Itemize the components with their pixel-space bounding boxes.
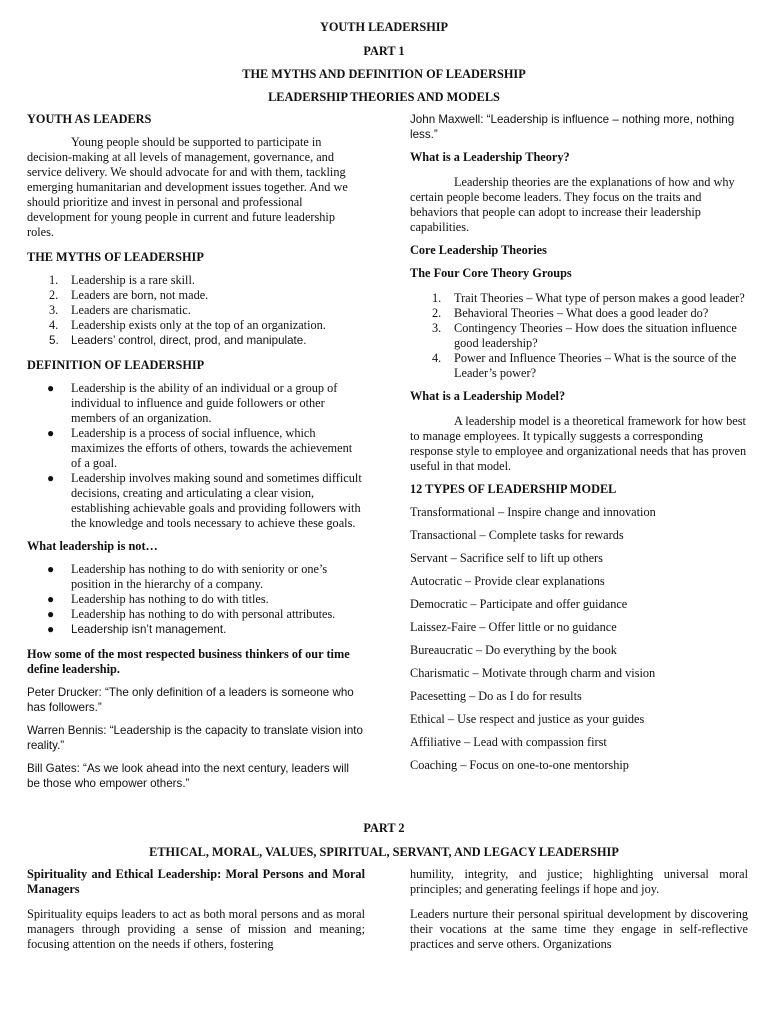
model-item: Autocratic – Provide clear explanations <box>410 574 605 588</box>
model-item: Servant – Sacrifice self to lift up others <box>410 551 603 565</box>
myths-heading: THE MYTHS OF LEADERSHIP <box>27 250 204 264</box>
myth-item: 5. Leaders’ control, direct, prod, and manipulate. <box>49 334 307 347</box>
theory-item: 2. Behavioral Theories – What does a good leader do? <box>432 306 709 320</box>
model-item: Ethical – Use respect and justice as your guides <box>410 712 645 726</box>
model-item: Laissez-Faire – Offer little or no guidance <box>410 620 617 634</box>
left-column <box>27 112 365 791</box>
model-item: Charismatic – Motivate through charm and vision <box>410 666 656 680</box>
model-item: Transactional – Complete tasks for rewards <box>410 528 624 542</box>
model-item: Affiliative – Lead with compassion first <box>410 735 607 749</box>
definition-item: ● Leadership involves making sound and sometimes difficult decisions, creating and articulating a clear vision, establishing achievable goals and providing followers with the knowledge and tools necessary to achieve these goals. <box>47 471 362 530</box>
part-2-title: ETHICAL, MORAL, VALUES, SPIRITUAL, SERVANT, AND LEGACY LEADERSHIP <box>149 845 619 859</box>
model-item: Democratic – Participate and offer guidance <box>410 597 628 611</box>
theories-list <box>410 291 748 381</box>
youth-paragraph: Young people should be supported to participate in decision-making at all levels of management, governance, and service delivery. We should advocate for and with them, tackling emerging humanitarian and development issues together. And we should prioritize and invest in personal and professional development for young people in current and future leadership roles. <box>27 135 348 239</box>
quote-drucker: Peter Drucker: “The only definition of a leaders is someone who has followers.” <box>27 686 354 714</box>
types-heading: 12 TYPES OF LEADERSHIP MODEL <box>410 482 617 496</box>
not-item: ● Leadership has nothing to do with titles. <box>47 592 269 606</box>
myth-item: 2. Leaders are born, not made. <box>49 288 209 302</box>
spirituality-continued: humility, integrity, and justice; highlighting universal moral principles; and generating feelings if hope and joy. <box>410 867 748 896</box>
thinkers-heading: How some of the most respected business thinkers of our time define leadership. <box>27 647 350 676</box>
myth-item: 1. Leadership is a rare skill. <box>49 273 195 287</box>
document-title: YOUTH LEADERSHIP <box>319 20 449 34</box>
theory-item: 3. Contingency Theories – How does the situation influence good leadership? <box>432 321 737 350</box>
quote-maxwell: John Maxwell: “Leadership is influence – nothing more, nothing less.” <box>410 113 735 141</box>
model-item: Pacesetting – Do as I do for results <box>410 689 582 703</box>
myth-item: 3. Leaders are charismatic. <box>49 303 191 317</box>
spirituality-heading: Spirituality and Ethical Leadership: Moral Persons and Moral Managers <box>27 867 365 896</box>
model-item: Transformational – Inspire change and innovation <box>410 505 656 519</box>
four-groups-heading: The Four Core Theory Groups <box>410 266 572 280</box>
definition-list <box>27 381 365 531</box>
models-list <box>410 505 748 781</box>
part-2-label: PART 2 <box>363 821 405 835</box>
model-heading: What is a Leadership Model? <box>410 389 566 403</box>
myth-item: 4. Leadership exists only at the top of an organization. <box>49 318 326 332</box>
not-item: ● Leadership has nothing to do with seniority or one’s position in the hierarchy of a company. <box>47 562 328 591</box>
part-1-label: PART 1 <box>363 44 405 58</box>
quote-gates: Bill Gates: “As we look ahead into the next century, leaders will be those who empower others.” <box>27 762 349 790</box>
definition-item: ● Leadership is the ability of an individual or a group of individual to influence and guide followers or other members of an organization. <box>47 381 338 425</box>
not-list <box>27 562 365 637</box>
model-item: Coaching – Focus on one-to-one mentorship <box>410 758 629 772</box>
part-2-left-column <box>27 867 365 952</box>
spirituality-paragraph: Spirituality equips leaders to act as both moral persons and as moral managers through providing a sense of mission and meaning; focusing attention on the needs if others, fostering <box>27 907 365 951</box>
core-heading: Core Leadership Theories <box>410 243 547 257</box>
theory-paragraph: Leadership theories are the explanations of how and why certain people become leaders. They focus on the traits and behaviors that people can adopt to increase their leadership capabilities. <box>410 175 735 234</box>
not-heading: What leadership is not… <box>27 539 158 553</box>
theory-item: 1. Trait Theories – What type of person makes a good leader? <box>432 291 745 305</box>
youth-heading: YOUTH AS LEADERS <box>27 112 152 126</box>
not-item: ● Leadership isn’t management. <box>47 622 227 636</box>
part-1-subtitle: THE MYTHS AND DEFINITION OF LEADERSHIP <box>242 67 526 81</box>
theory-heading: What is a Leadership Theory? <box>410 150 570 164</box>
model-item: Bureaucratic – Do everything by the book <box>410 643 617 657</box>
part-2-right-column <box>410 867 748 952</box>
part-1-subtitle-2: LEADERSHIP THEORIES AND MODELS <box>268 90 500 104</box>
right-column <box>410 112 748 781</box>
quote-bennis: Warren Bennis: “Leadership is the capacity to translate vision into reality.” <box>27 724 363 752</box>
leaders-nurture-paragraph: Leaders nurture their personal spiritual development by discovering their vocations at the same time they engage in self-reflective practices and serve others. Organizations <box>410 907 748 951</box>
theory-item: 4. Power and Influence Theories – What is the source of the Leader’s power? <box>432 351 737 380</box>
not-item: ● Leadership has nothing to do with personal attributes. <box>47 607 336 621</box>
definition-heading: DEFINITION OF LEADERSHIP <box>27 358 205 372</box>
model-paragraph: A leadership model is a theoretical framework for how best to manage employees. It typically suggests a corresponding response style to employee and organizational needs that has proven useful in that model. <box>410 414 747 473</box>
myths-list <box>27 273 365 348</box>
definition-item: ● Leadership is a process of social influence, which maximizes the efforts of others, towards the achievement of a goal. <box>47 426 353 470</box>
